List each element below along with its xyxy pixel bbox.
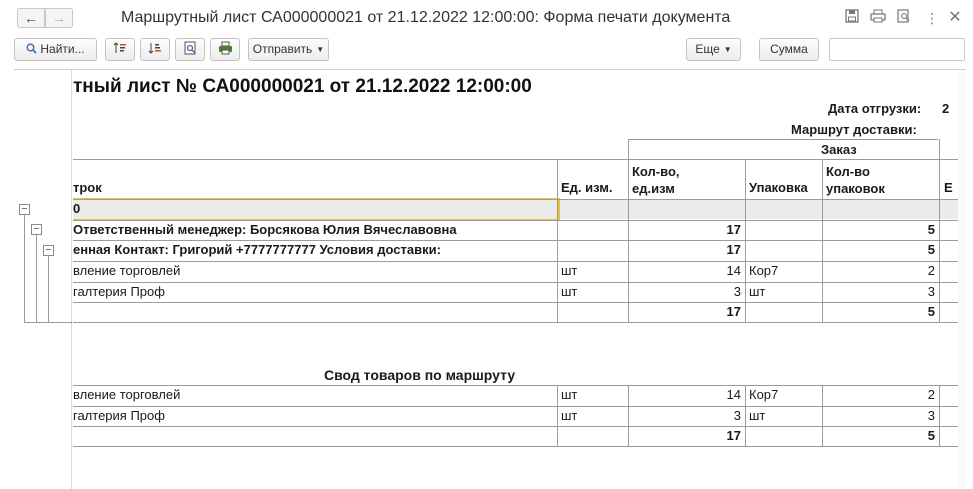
grid-line <box>73 159 966 160</box>
summary-item-unit: шт <box>561 408 578 423</box>
summary-item-pack-qty: 2 <box>927 387 935 402</box>
summary-item-pack-qty: 3 <box>927 408 935 423</box>
manager-row-label: Ответственный менеджер: Борсякова Юлия Вячеславовна <box>73 222 457 237</box>
item-qty: 14 <box>726 263 741 278</box>
grid-line <box>73 322 966 323</box>
grid-line <box>557 385 558 446</box>
contact-row-qty: 17 <box>726 242 741 257</box>
route-label: Маршрут доставки: <box>791 122 917 137</box>
vertical-scrollbar[interactable] <box>958 72 966 489</box>
search-icon <box>26 39 37 60</box>
grid-line <box>745 385 746 446</box>
collapse-group-icon[interactable]: − <box>43 245 54 256</box>
grid-line <box>73 240 966 241</box>
summary-total-qty: 17 <box>726 428 741 443</box>
back-button[interactable] <box>17 8 45 28</box>
sort-descending-button[interactable] <box>140 38 170 61</box>
title-bar <box>0 0 973 36</box>
col-header-qty: Кол-во, ед.изм <box>632 164 680 196</box>
arrow-right-icon: → <box>52 10 66 26</box>
summary-title: Свод товаров по маршруту <box>324 367 516 383</box>
grid-line <box>73 385 966 386</box>
window-title: Маршрутный лист СА000000021 от 21.12.2022 12:00:00: Форма печати документа <box>121 9 731 26</box>
item-pack-qty: 2 <box>927 263 935 278</box>
grid-line <box>73 426 966 427</box>
sum-button[interactable] <box>759 38 819 61</box>
grid-line <box>745 159 746 322</box>
item-unit: шт <box>561 284 578 299</box>
close-icon[interactable]: ✕ <box>948 9 962 26</box>
toolbar <box>0 36 973 66</box>
summary-total-pack-qty: 5 <box>927 428 935 443</box>
item-pack-qty: 3 <box>927 284 935 299</box>
grid-line <box>73 199 966 200</box>
collapse-group-icon[interactable]: − <box>31 224 42 235</box>
col-header-extra: Е <box>944 180 953 195</box>
item-unit: шт <box>561 263 578 278</box>
send-button-label: Отправить <box>252 42 313 56</box>
find-button-label: Найти... <box>40 42 85 56</box>
contact-row-pack-qty: 5 <box>927 242 935 257</box>
report-sheet <box>73 70 966 489</box>
page-preview-icon <box>184 42 197 56</box>
col-header-unit: Ед. изм. <box>561 180 613 195</box>
grid-line <box>939 385 940 446</box>
sum-field[interactable] <box>829 38 965 61</box>
group-line <box>48 254 49 323</box>
find-button[interactable] <box>14 38 97 61</box>
item-qty: 3 <box>733 284 741 299</box>
summary-item-pack: Кор7 <box>749 387 779 402</box>
printer-icon <box>218 42 233 56</box>
grid-line <box>557 159 558 322</box>
print-icon[interactable] <box>869 9 887 27</box>
col-header-pack-qty: Кол-во упаковок <box>826 164 885 196</box>
report-heading: тный лист № СА000000021 от 21.12.2022 12:00:00 <box>73 76 532 97</box>
summary-item-name: вление торговлей <box>73 387 181 402</box>
summary-item-name: галтерия Проф <box>73 408 165 423</box>
preview-button[interactable] <box>175 38 205 61</box>
grid-line <box>73 282 966 283</box>
group-line <box>24 213 25 323</box>
preview-icon[interactable] <box>895 9 913 27</box>
total-row-pack-qty: 5 <box>927 304 935 319</box>
sort-ascending-icon <box>113 42 127 56</box>
item-pack: Кор7 <box>749 263 779 278</box>
grouping-gutter <box>14 70 72 489</box>
grid-line <box>73 406 966 407</box>
group-line <box>36 233 37 323</box>
more-vertical-icon[interactable]: ⋮ <box>925 10 939 26</box>
chevron-down-icon: ▼ <box>723 45 732 54</box>
grid-line <box>628 139 938 140</box>
forward-button[interactable] <box>45 8 73 28</box>
collapse-group-icon[interactable]: − <box>19 204 30 215</box>
more-button-label: Еще <box>695 42 720 56</box>
print-button[interactable] <box>210 38 240 61</box>
grid-line <box>73 302 966 303</box>
grid-line <box>73 261 966 262</box>
item-name: галтерия Проф <box>73 284 165 299</box>
ship-date-label: Дата отгрузки: <box>828 101 922 116</box>
sort-ascending-button[interactable] <box>105 38 135 61</box>
sort-descending-icon <box>148 42 162 56</box>
item-name: вление торговлей <box>73 263 181 278</box>
more-button[interactable] <box>686 38 741 61</box>
summary-item-qty: 14 <box>726 387 741 402</box>
ship-date-value: 2 <box>942 101 950 116</box>
sum-button-label: Сумма <box>770 42 808 56</box>
manager-row-qty: 17 <box>726 222 741 237</box>
order-group-header: Заказ <box>821 142 857 157</box>
manager-row-pack-qty: 5 <box>927 222 935 237</box>
send-button[interactable] <box>248 38 329 61</box>
save-icon[interactable] <box>843 9 861 27</box>
summary-item-qty: 3 <box>733 408 741 423</box>
summary-item-pack: шт <box>749 408 766 423</box>
grid-line <box>73 220 966 221</box>
item-pack: шт <box>749 284 766 299</box>
col-header-rows: трок <box>73 180 102 195</box>
arrow-left-icon: ← <box>24 10 38 26</box>
summary-item-unit: шт <box>561 387 578 402</box>
grid-line <box>939 139 940 322</box>
grid-line <box>73 446 966 447</box>
group-row-label: 0 <box>73 201 81 216</box>
selected-cell[interactable] <box>73 198 560 221</box>
chevron-down-icon: ▼ <box>316 45 325 54</box>
contact-row-label: енная Контакт: Григорий +7777777777 Условия доставки: <box>73 242 441 257</box>
group-line <box>24 322 72 323</box>
total-row-qty: 17 <box>726 304 741 319</box>
col-header-pack: Упаковка <box>749 180 808 195</box>
